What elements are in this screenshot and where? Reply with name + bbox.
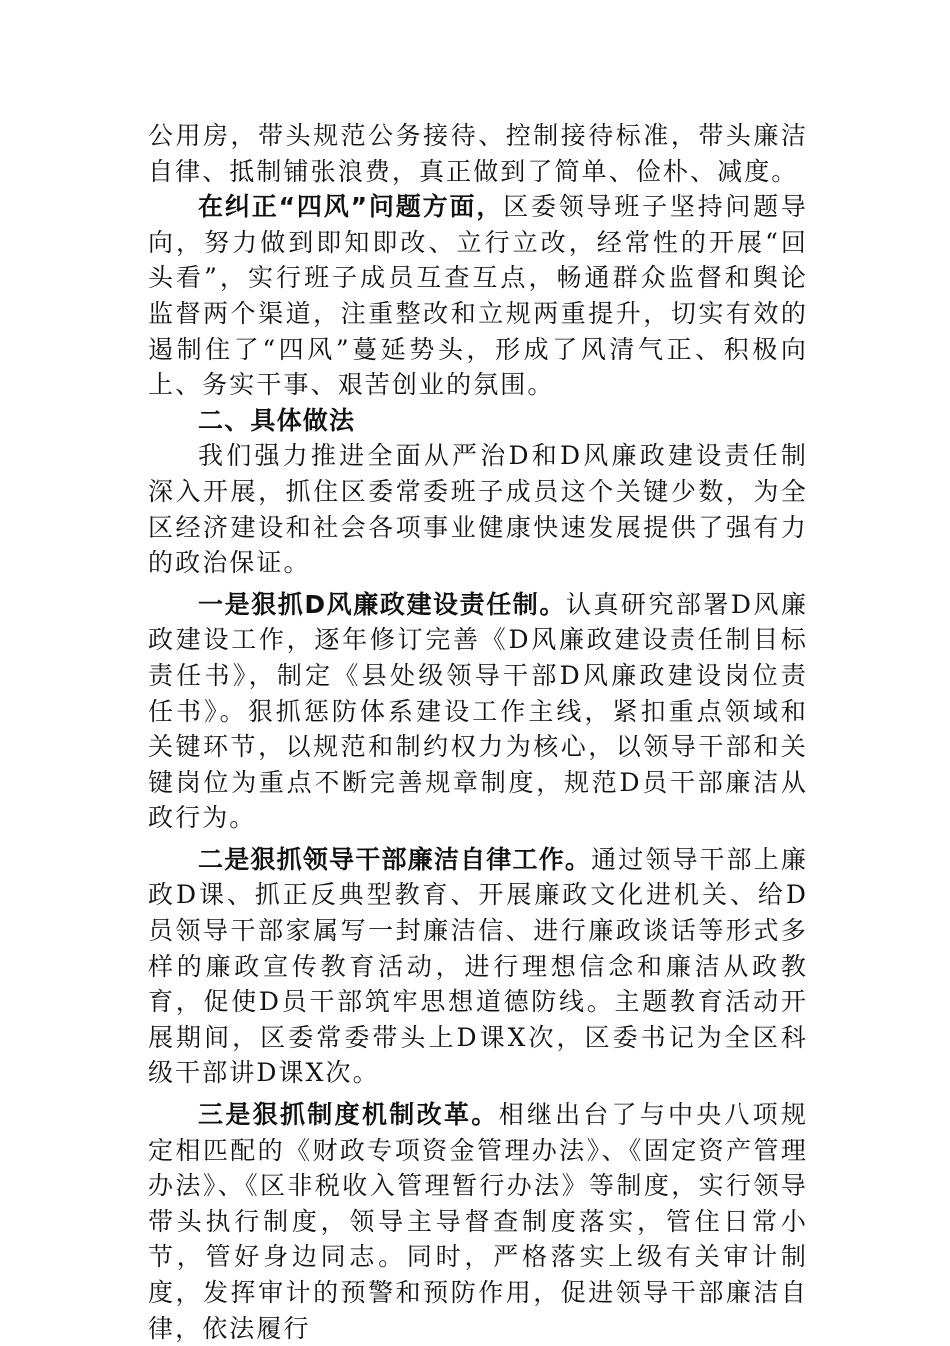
paragraph-lead: 一是狠抓D风廉政建设责任制。 bbox=[198, 589, 566, 619]
document-body bbox=[148, 118, 808, 1346]
paragraph-lead: 在纠正“四风”问题方面， bbox=[198, 192, 504, 222]
paragraph-lead: 二是狠抓领导干部廉洁自律工作。 bbox=[198, 844, 592, 874]
paragraph-four-winds bbox=[148, 189, 808, 403]
paragraph-item-one bbox=[148, 587, 808, 836]
paragraph-item-three bbox=[148, 1097, 808, 1346]
paragraph-text: 区委领导班子坚持问题导向，努力做到即知即改、立行立改，经常性的开展“回头看”，实行班子成员互查互点，畅通群众监督和舆论监督两个渠道，注重整改和立规两重提升，切实有效的遏制住了“四风”蔓延势头，形成了风清气正、积极向上、务实干事、艰苦创业的氛围。 bbox=[148, 192, 808, 400]
paragraph-intro: 我们强力推进全面从严治D和D风廉政建设责任制深入开展，抓住区委常委班子成员这个关键少数，为全区经济建设和社会各项事业健康快速发展提供了强有力的政治保证。 bbox=[148, 441, 808, 578]
paragraph-text: 通过领导干部上廉政D课、抓正反典型教育、开展廉政文化进机关、给D员领导干部家属写一封廉洁信、进行廉政谈话等形式多样的廉政宣传教育活动，进行理想信念和廉洁从政教育，促使D员干部筑牢思想道德防线。主题教育活动开展期间，区委常委带头上D课X次，区委书记为全区科级干部讲D课X次。 bbox=[148, 844, 808, 1088]
section-heading: 二、具体做法 bbox=[198, 405, 356, 435]
paragraph-item-two bbox=[148, 842, 808, 1091]
paragraph-text: 认真研究部署D风廉政建设工作，逐年修订完善《D风廉政建设责任制目标责任书》，制定《县处级领导干部D风廉政建设岗位责任书》。狠抓惩防体系建设工作主线，紧扣重点领域和关键环节，以规范和制约权力为核心，以领导干部和关键岗位为重点不断完善规章制度，规范D员干部廉洁从政行为。 bbox=[148, 589, 808, 833]
paragraph-lead: 三是狠抓制度机制改革。 bbox=[198, 1100, 499, 1130]
paragraph-continuation: 公用房，带头规范公务接待、控制接待标准，带头廉洁自律、抵制铺张浪费，真正做到了简单、俭朴、减度。 bbox=[148, 121, 808, 186]
paragraph-text: 相继出台了与中央八项规定相匹配的《财政专项资金管理办法》、《固定资产管理办法》、《区非税收入管理暂行办法》等制度，实行领导带头执行制度，领导主导督查制度落实，管住日常小节，管好身边同志。同时，严格落实上级有关审计制度，发挥审计的预警和预防作用，促进领导干部廉洁自律，依法履行 bbox=[148, 1100, 808, 1343]
